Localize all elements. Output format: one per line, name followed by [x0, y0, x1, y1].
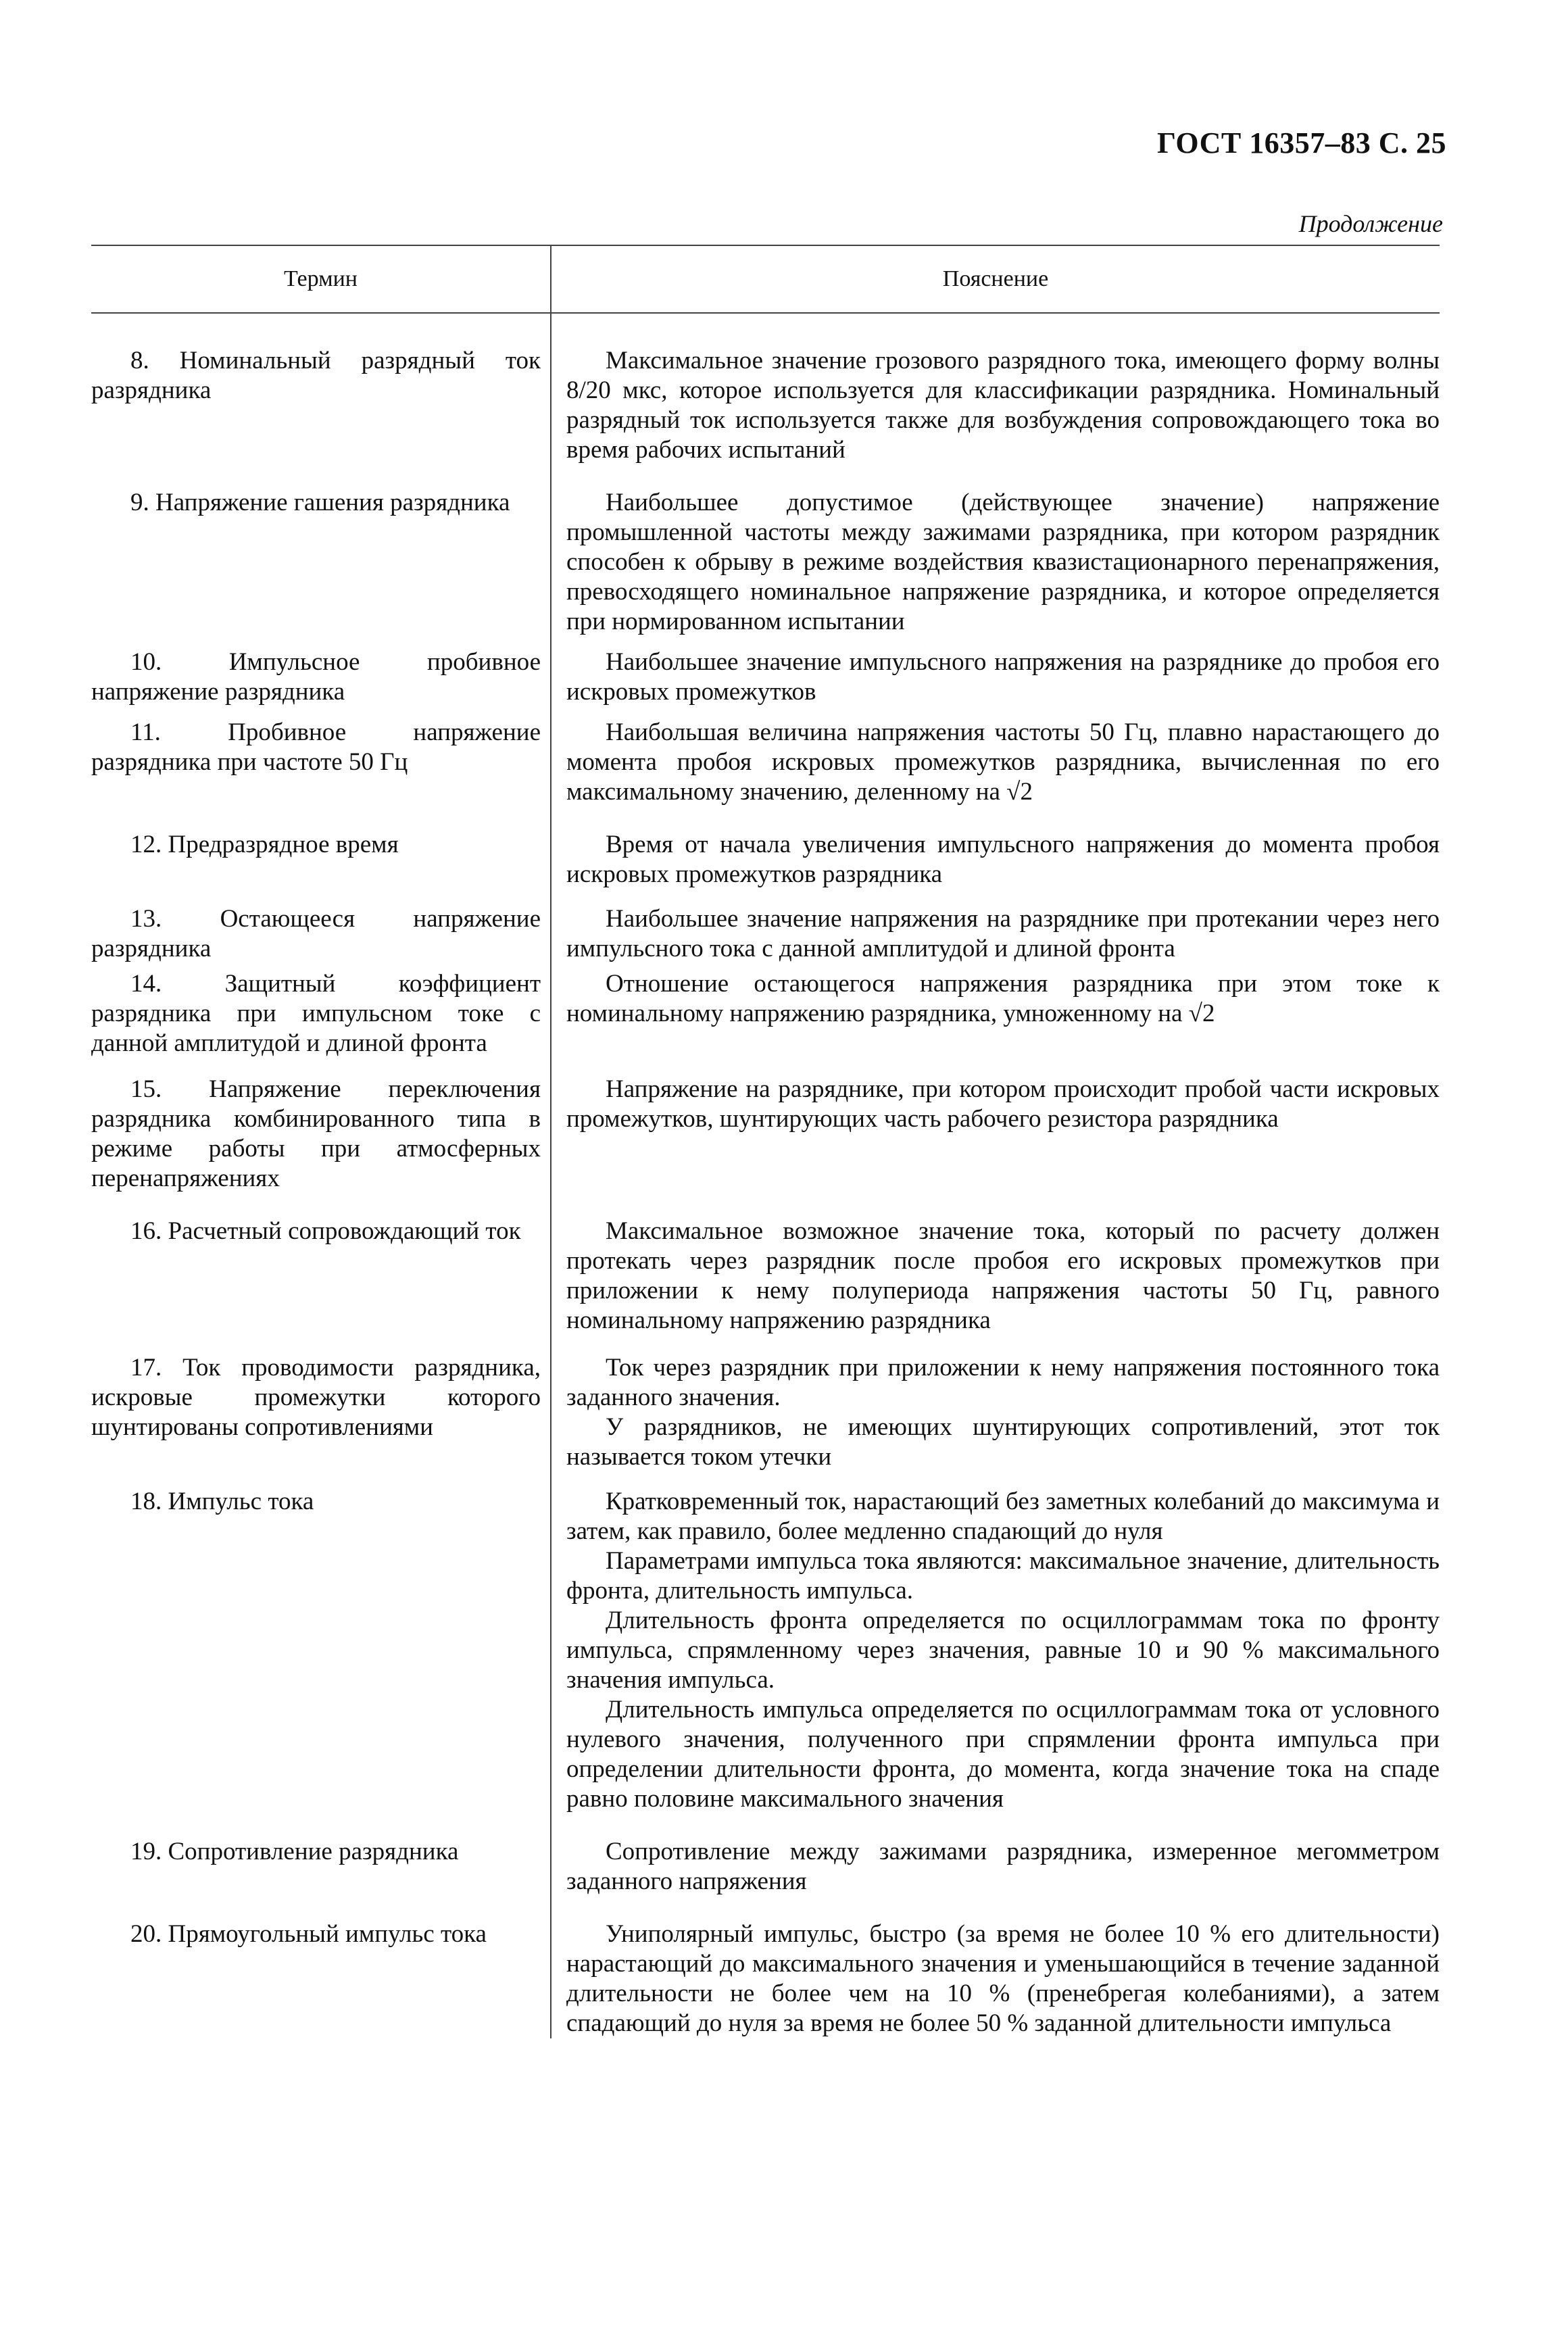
term-cell [91, 1217, 551, 1353]
term-text: 14. Защитный коэффициент разрядника при импульсном токе с данной амплитудой и длиной фронта [91, 970, 541, 1057]
explanation-cell [551, 718, 1440, 830]
term-text: 18. Импульс тока [130, 1488, 314, 1515]
term-cell [91, 488, 551, 647]
explanation-paragraph: Ток через разрядник при приложении к нему напряжения постоянного тока заданного значения. [566, 1354, 1440, 1411]
explanation-paragraph: Наибольшее значение напряжения на разряднике при протекании через него импульсного тока с данной амплитудой и длиной фронта [566, 905, 1440, 962]
explanation-cell [551, 1487, 1440, 1837]
table-row [91, 1353, 1440, 1487]
table-body [91, 313, 1440, 2038]
table-row [91, 488, 1440, 647]
explanation-cell [551, 1217, 1440, 1353]
term-cell [91, 1837, 551, 1919]
term-text: 20. Прямоугольный импульс тока [130, 1920, 487, 1948]
term-cell [91, 718, 551, 830]
table-row [91, 830, 1440, 904]
term-text: 12. Предразрядное время [130, 831, 399, 858]
explanation-paragraph: Напряжение на разряднике, при котором происходит пробой части искровых промежутков, шунтирующих часть рабочего резистора разрядника [566, 1075, 1440, 1133]
explanation-paragraph: Кратковременный ток, нарастающий без заметных колебаний до максимума и затем, как правило, более медленно спадающий до нуля [566, 1488, 1440, 1545]
explanation-cell [551, 647, 1440, 718]
term-text: 11. Пробивное напряжение разрядника при частоте 50 Гц [91, 718, 541, 776]
term-cell [91, 647, 551, 718]
term-text: 16. Расчетный сопровождающий ток [130, 1217, 521, 1245]
table-row [91, 647, 1440, 718]
explanation-paragraph: Униполярный импульс, быстро (за время не более 10 % его длительности) нарастающий до максимального значения и уменьшающийся в течение заданной длительности не более чем на 10 % (пренебрегая колебаниями), а затем спадающий до нуля за время не более 50 % заданной длительности импульса [566, 1920, 1440, 2037]
explanation-paragraph: Длительность импульса определяется по осциллограммам тока от условного нулевого значения, полученного при спрямлении фронта импульса при определении длительности фронта, до момента, когда значение тока на спаде равно половине максимального значения [566, 1696, 1440, 1813]
table-row [91, 969, 1440, 1075]
table-row [91, 1487, 1440, 1837]
terms-table [91, 245, 1440, 2038]
explanation-cell [551, 1919, 1440, 2038]
term-text: 19. Сопротивление разрядника [130, 1838, 459, 1865]
explanation-cell [551, 1353, 1440, 1487]
term-cell [91, 969, 551, 1075]
explanation-paragraph: Время от начала увеличения импульсного напряжения до момента пробоя искровых промежутков разрядника [566, 831, 1440, 888]
table-row [91, 1837, 1440, 1919]
term-text: 17. Ток проводимости разрядника, искровые промежутки которого шунтированы сопротивлениями [91, 1354, 541, 1441]
table-row [91, 313, 1440, 488]
table-row [91, 718, 1440, 830]
term-text: 15. Напряжение переключения разрядника комбинированного типа в режиме работы при атмосферных перенапряжениях [91, 1075, 541, 1192]
term-text: 10. Импульсное пробивное напряжение разрядника [91, 648, 541, 706]
explanation-paragraph: Сопротивление между зажимами разрядника, измеренное мегомметром заданного напряжения [566, 1838, 1440, 1895]
explanation-paragraph: Параметрами импульса тока являются: максимальное значение, длительность фронта, длительность импульса. [566, 1547, 1440, 1605]
explanation-paragraph: Длительность фронта определяется по осциллограммам тока по фронту импульса, спрямленному через значения, равные 10 и 90 % максимального значения импульса. [566, 1607, 1440, 1694]
table-row [91, 904, 1440, 969]
explanation-paragraph: Наибольшее значение импульсного напряжения на разряднике до пробоя его искровых промежутков [566, 648, 1440, 706]
explanation-cell [551, 313, 1440, 488]
explanation-paragraph: Наибольшая величина напряжения частоты 50 Гц, плавно нарастающего до момента пробоя искровых промежутков разрядника, вычисленная по его максимальному значению, деленному на √2 [566, 718, 1440, 806]
term-text: 13. Остающееся напряжение разрядника [91, 905, 541, 962]
term-cell [91, 313, 551, 488]
table-row [91, 1217, 1440, 1353]
term-cell [91, 1075, 551, 1217]
explanation-cell [551, 1075, 1440, 1217]
term-cell [91, 830, 551, 904]
explanation-paragraph: Отношение остающегося напряжения разрядника при этом токе к номинальному напряжению разрядника, умноженному на √2 [566, 970, 1440, 1027]
term-text: 9. Напряжение гашения разрядника [130, 489, 510, 516]
table-row [91, 1919, 1440, 2038]
explanation-paragraph: У разрядников, не имеющих шунтирующих сопротивлений, этот ток называется током утечки [566, 1413, 1440, 1471]
term-cell [91, 904, 551, 969]
term-text: 8. Номинальный разрядный ток разрядника [91, 347, 541, 404]
page-header: ГОСТ 16357–83 С. 25 [1156, 126, 1446, 160]
explanation-cell [551, 488, 1440, 647]
explanation-cell [551, 1837, 1440, 1919]
term-cell [91, 1919, 551, 2038]
column-header-term: Термин [91, 245, 551, 313]
explanation-paragraph: Максимальное значение грозового разрядного тока, имеющего форму волны 8/20 мкс, которое используется для классификации разрядника. Номинальный разрядный ток используется также для возбуждения сопровождающего тока во время рабочих испытаний [566, 347, 1440, 464]
explanation-paragraph: Наибольшее допустимое (действующее значение) напряжение промышленной частоты между зажимами разрядника, при котором разрядник способен к обрыву в режиме воздействия квазистационарного перенапряжения, превосходящего номинальное напряжение разрядника, и которое определяется при нормированном испытании [566, 489, 1440, 635]
explanation-cell [551, 969, 1440, 1075]
explanation-cell [551, 904, 1440, 969]
explanation-paragraph: Максимальное возможное значение тока, который по расчету должен протекать через разрядник после пробоя его искровых промежутков при приложении к нему полупериода напряжения частоты 50 Гц, равного номинальному напряжению разрядника [566, 1217, 1440, 1334]
table-header-row [91, 245, 1440, 313]
term-cell [91, 1353, 551, 1487]
term-cell [91, 1487, 551, 1837]
table-row [91, 1075, 1440, 1217]
continuation-label: Продолжение [1298, 210, 1443, 237]
explanation-cell [551, 830, 1440, 904]
column-header-explanation: Пояснение [551, 245, 1440, 313]
